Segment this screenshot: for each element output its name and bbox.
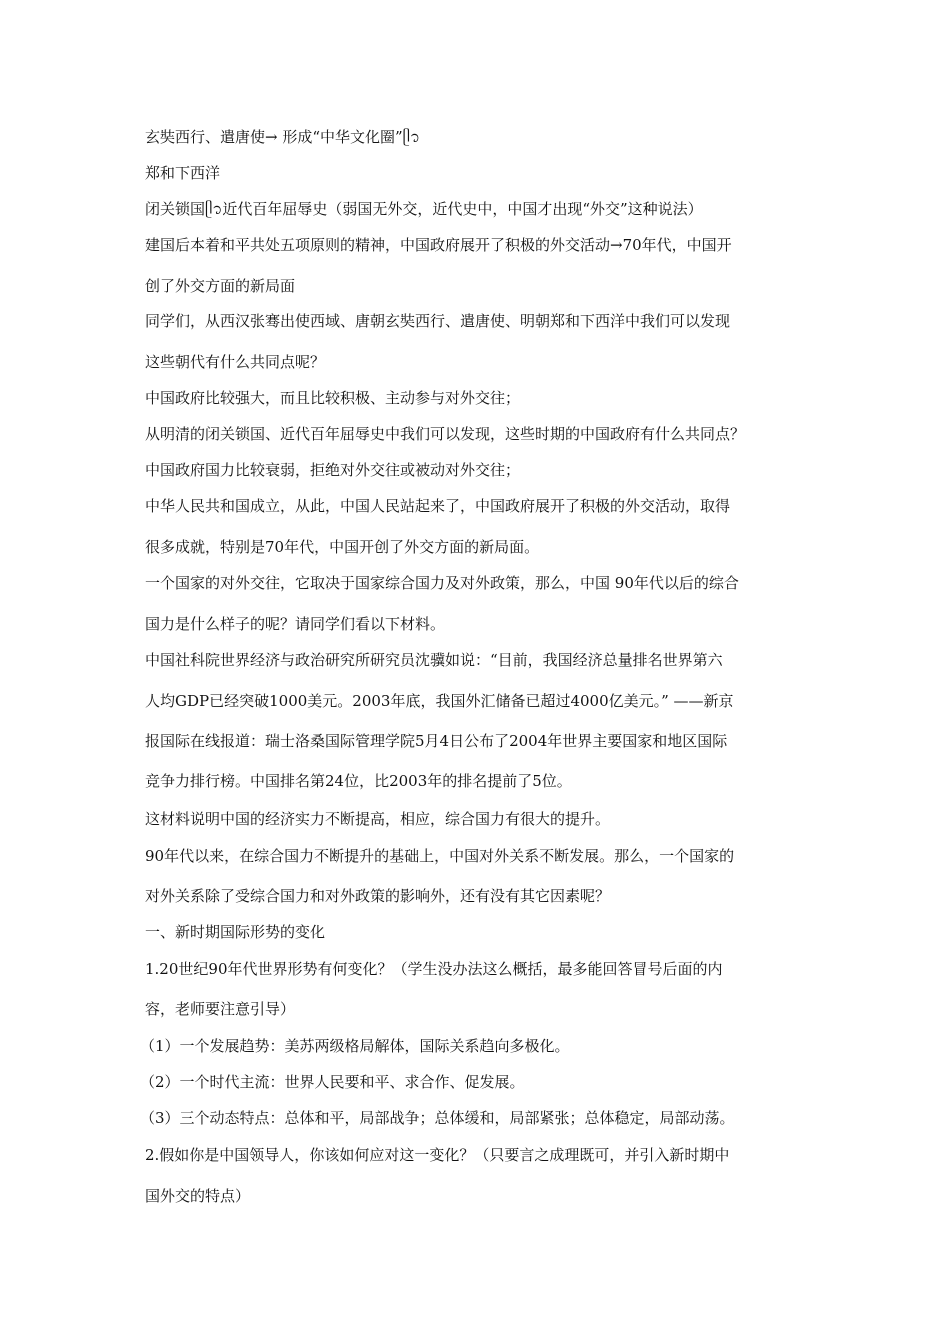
question-line: 2.假如你是中国领导人，你该如何应对这一变化？（只要言之成理既可，并引入新时期中: [145, 1146, 730, 1164]
text-line: 容，老师要注意引导）: [145, 1000, 296, 1018]
text-line: 很多成就，特别是70年代，中国开创了外交方面的新局面。: [145, 538, 540, 556]
list-item: （3）三个动态特点：总体和平，局部战争；总体缓和，局部紧张；总体稳定，局部动荡。: [140, 1109, 735, 1127]
text-line: 中国社科院世界经济与政治研究所研究员沈骥如说：“目前，我国经济总量排名世界第六: [145, 651, 723, 669]
text-line: 国外交的特点）: [145, 1187, 251, 1205]
text-line: 90年代以来，在综合国力不断提升的基础上，中国对外关系不断发展。那么，一个国家的: [145, 847, 735, 865]
text-line: 这材料说明中国的经济实力不断提高，相应，综合国力有很大的提升。: [145, 810, 611, 828]
text-line: 同学们，从西汉张骞出使西域、唐朝玄奘西行、遣唐使、明朝郑和下西洋中我们可以发现: [145, 312, 731, 330]
text-line: 玄奘西行、遣唐使→ 形成“中华文化圈”ᥫ᭡: [145, 128, 421, 146]
text-line: 闭关锁国ᥫ᭡近代百年屈辱史（弱国无外交，近代史中，中国才出现“外交”这种说法）: [145, 200, 703, 218]
list-item: （1）一个发展趋势：美苏两级格局解体，国际关系趋向多极化。: [140, 1037, 570, 1055]
list-item: （2）一个时代主流：世界人民要和平、求合作、促发展。: [140, 1073, 525, 1091]
text-line: 一个国家的对外交往，它取决于国家综合国力及对外政策，那么，中国 90年代以后的综合: [145, 574, 739, 592]
text-line: 中国政府比较强大，而且比较积极、主动参与对外交往；: [145, 389, 521, 407]
text-line: 中华人民共和国成立，从此，中国人民站起来了，中国政府展开了积极的外交活动，取得: [145, 497, 731, 515]
text-line: 国力是什么样子的呢？请同学们看以下材料。: [145, 615, 446, 633]
text-line: 报国际在线报道：瑞士洛桑国际管理学院5月4日公布了2004年世界主要国家和地区国际: [145, 732, 728, 750]
text-line: 创了外交方面的新局面: [145, 277, 296, 295]
text-line: 从明清的闭关锁国、近代百年屈辱史中我们可以发现，这些时期的中国政府有什么共同点？: [145, 425, 746, 443]
text-line: 对外关系除了受综合国力和对外政策的影响外，还有没有其它因素呢？: [145, 887, 611, 905]
text-line: 中国政府国力比较衰弱，拒绝对外交往或被动对外交往；: [145, 461, 521, 479]
text-line: 竞争力排行榜。中国排名第24位，比2003年的排名提前了5位。: [145, 772, 572, 790]
question-line: 1.20世纪90年代世界形势有何变化？（学生没办法这么概括，最多能回答冒号后面的内: [145, 960, 723, 978]
text-line: 人均GDP已经突破1000美元。2003年底，我国外汇储备已超过4000亿美元。” ——新京: [145, 692, 734, 710]
text-line: 郑和下西洋: [145, 164, 221, 182]
text-line: 建国后本着和平共处五项原则的精神，中国政府展开了积极的外交活动→70年代，中国开: [145, 236, 732, 254]
text-line: 这些朝代有什么共同点呢？: [145, 353, 326, 371]
section-heading: 一、新时期国际形势的变化: [145, 923, 326, 941]
